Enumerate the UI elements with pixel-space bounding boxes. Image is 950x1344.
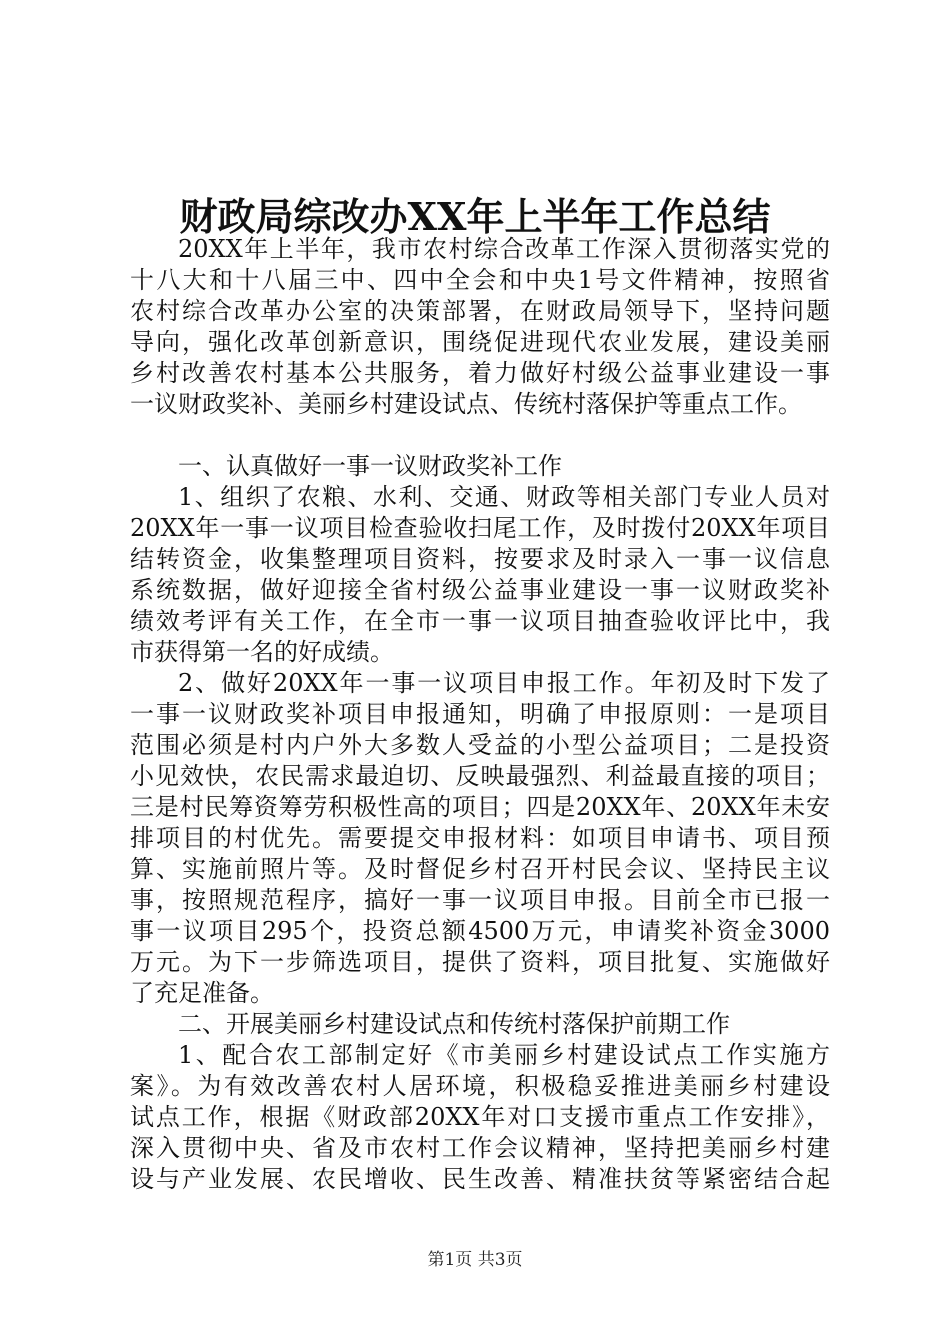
body-line: 试点工作，根据《财政部20XX年对口支援市重点工作安排》， <box>130 1103 830 1131</box>
section-heading: 二、开展美丽乡村建设试点和传统村落保护前期工作 <box>178 1010 730 1038</box>
body-line: 绩效考评有关工作，在全市一事一议项目抽查验收评比中，我 <box>130 607 830 635</box>
page-footer: 第1页 共3页 <box>427 1250 523 1270</box>
body-line: 结转资金，收集整理项目资料，按要求及时录入一事一议信息 <box>130 545 830 573</box>
body-line: 乡村改善农村基本公共服务，着力做好村级公益事业建设一事 <box>130 359 830 387</box>
body-line: 十八大和十八届三中、四中全会和中央1号文件精神，按照省 <box>130 266 830 294</box>
body-line: 设与产业发展、农民增收、民生改善、精准扶贫等紧密结合起 <box>130 1165 830 1193</box>
section-heading: 一、认真做好一事一议财政奖补工作 <box>178 452 562 480</box>
body-line: 20XX年上半年，我市农村综合改革工作深入贯彻落实党的 <box>178 235 830 263</box>
body-line: 一议财政奖补、美丽乡村建设试点、传统村落保护等重点工作。 <box>130 390 802 418</box>
body-line: 1、配合农工部制定好《市美丽乡村建设试点工作实施方 <box>178 1041 830 1069</box>
body-line: 一事一议财政奖补项目申报通知，明确了申报原则：一是项目 <box>130 700 830 728</box>
document-title: 财政局综改办XX年上半年工作总结 <box>179 194 771 239</box>
body-line: 系统数据，做好迎接全省村级公益事业建设一事一议财政奖补 <box>130 576 830 604</box>
body-line: 算、实施前照片等。及时督促乡村召开村民会议、坚持民主议 <box>130 855 830 883</box>
body-line: 事一议项目295个，投资总额4500万元，申请奖补资金3000 <box>130 917 830 945</box>
body-line: 排项目的村优先。需要提交申报材料：如项目申请书、项目预 <box>130 824 830 852</box>
body-line: 了充足准备。 <box>130 979 274 1007</box>
paragraph-gap <box>130 420 830 451</box>
body-line: 小见效快，农民需求最迫切、反映最强烈、利益最直接的项目； <box>130 762 830 790</box>
body-line: 深入贯彻中央、省及市农村工作会议精神，坚持把美丽乡村建 <box>130 1134 830 1162</box>
body-line: 万元。为下一步筛选项目，提供了资料，项目批复、实施做好 <box>130 948 830 976</box>
body-line: 三是村民筹资筹劳积极性高的项目；四是20XX年、20XX年未安 <box>130 793 830 821</box>
document-body <box>130 234 830 1195</box>
body-line: 案》。为有效改善农村人居环境，积极稳妥推进美丽乡村建设 <box>130 1072 830 1100</box>
body-line: 导向，强化改革创新意识，围绕促进现代农业发展，建设美丽 <box>130 328 830 356</box>
body-line: 市获得第一名的好成绩。 <box>130 638 394 666</box>
body-line: 20XX年一事一议项目检查验收扫尾工作，及时拨付20XX年项目 <box>130 514 830 542</box>
body-line: 1、组织了农粮、水利、交通、财政等相关部门专业人员对 <box>178 483 830 511</box>
body-line: 2、做好20XX年一事一议项目申报工作。年初及时下发了 <box>178 669 830 697</box>
body-line: 事，按照规范程序，搞好一事一议项目申报。目前全市已报一 <box>130 886 830 914</box>
body-line: 范围必须是村内户外大多数人受益的小型公益项目；二是投资 <box>130 731 830 759</box>
body-line: 农村综合改革办公室的决策部署，在财政局领导下，坚持问题 <box>130 297 830 325</box>
